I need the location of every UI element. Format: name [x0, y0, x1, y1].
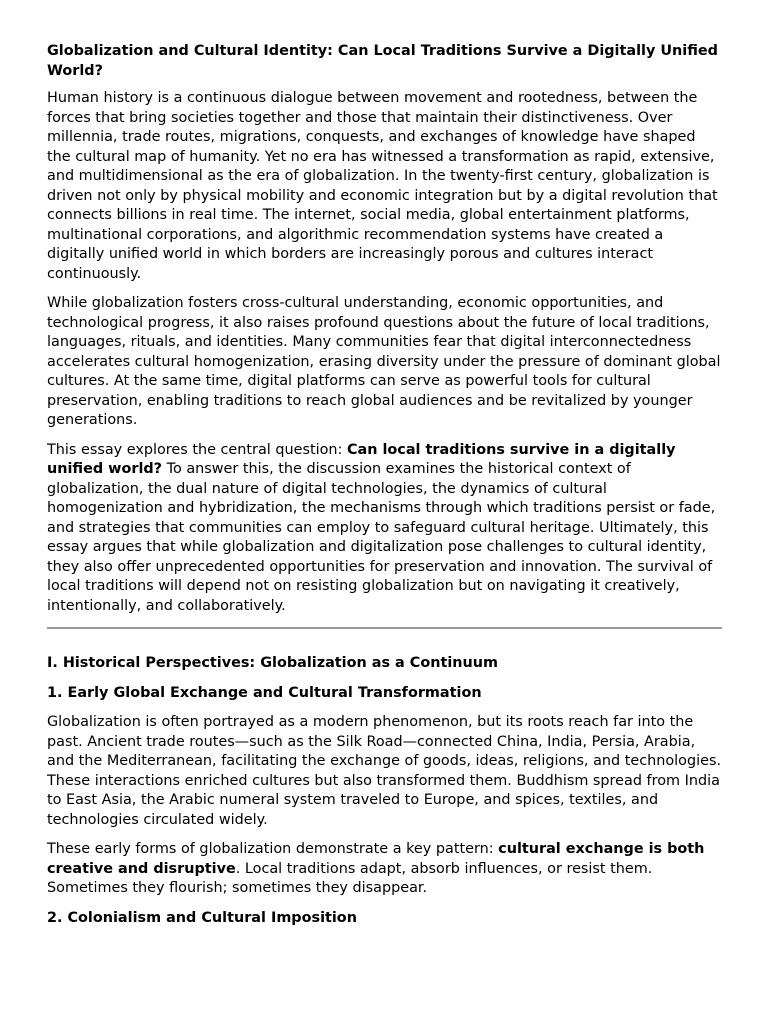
intro-paragraph-1: Human history is a continuous dialogue between movement and rootedness, between the forces that bring societies together and those that maintain their distinctiveness. Over millennia, trade routes, migrations, conquests, and exchanges of knowledge have shaped the cultural map of humanity. Yet no era has witnessed a transformation as rapid, extensive, and multidimensional as the era of globalization. In the twenty-first century, globalization is driven not only by physical mobility and economic integration but by a digital revolution that connects billions in real time. The internet, social media, global entertainment platforms, multinational corporations, and algorithmic recommendation systems have created a digitally unified world in which borders are increasingly porous and cultures interact continuously. — [47, 90, 718, 282]
intro-p3-lead: This essay explores the central question: — [47, 441, 347, 458]
intro-paragraph-3 — [47, 441, 722, 617]
intro-p3-rest: To answer this, the discussion examines the historical context of globalization, the dual nature of digital technologies, the dynamics of cultural homogenization and hybridization, the mechanisms through which traditions persist or fade, and strategies that communities can employ to safeguard cultural heritage. Ultimately, this essay argues that while globalization and digitalization pose challenges to cultural identity, they also offer unprecedented opportunities for preservation and innovation. The survival of local traditions will depend not on resisting globalization but on navigating it creatively, intentionally, and collaboratively. — [47, 461, 716, 614]
section-heading-1: I. Historical Perspectives: Globalization as a Continuum — [47, 655, 498, 671]
key-pattern: cultural exchange is both creative and disruptive — [47, 841, 705, 877]
sub1-p2-rest: . Local traditions adapt, absorb influences, or resist them. Sometimes they flourish; sometimes they disappear. — [47, 860, 653, 896]
central-question: Can local traditions survive in a digitally unified world? — [47, 441, 676, 477]
intro-paragraph-2: While globalization fosters cross-cultural understanding, economic opportunities, and technological progress, it also raises profound questions about the future of local traditions, languages, rituals, and identities. Many communities fear that digital interconnectedness accelerates cultural homogenization, erasing diversity under the pressure of dominant global cultures. At the same time, digital platforms can serve as powerful tools for cultural preservation, enabling traditions to reach global audiences and be revitalized by younger generations. — [47, 295, 721, 428]
section-divider — [47, 627, 722, 629]
document-title: Globalization and Cultural Identity: Can Local Traditions Survive a Digitally Unified World? — [47, 43, 718, 79]
subsection-heading-2: 2. Colonialism and Cultural Imposition — [47, 909, 357, 926]
sub1-p2-lead: These early forms of globalization demonstrate a key pattern: — [47, 841, 499, 857]
subsection-1-paragraph-2 — [47, 840, 722, 899]
subsection-1-paragraph-1: Globalization is often portrayed as a modern phenomenon, but its roots reach far into the past. Ancient trade routes—such as the Silk Road—connected China, India, Persia, Arabia, and the Mediterranean, facilitating the exchange of goods, ideas, religions, and technologies. These interactions enriched cultures but also transformed them. Buddhism spread from India to East Asia, the Arabic numeral system traveled to Europe, and spices, textiles, and technologies circulated widely. — [47, 714, 722, 828]
subsection-heading-1: 1. Early Global Exchange and Cultural Transformation — [47, 684, 482, 701]
